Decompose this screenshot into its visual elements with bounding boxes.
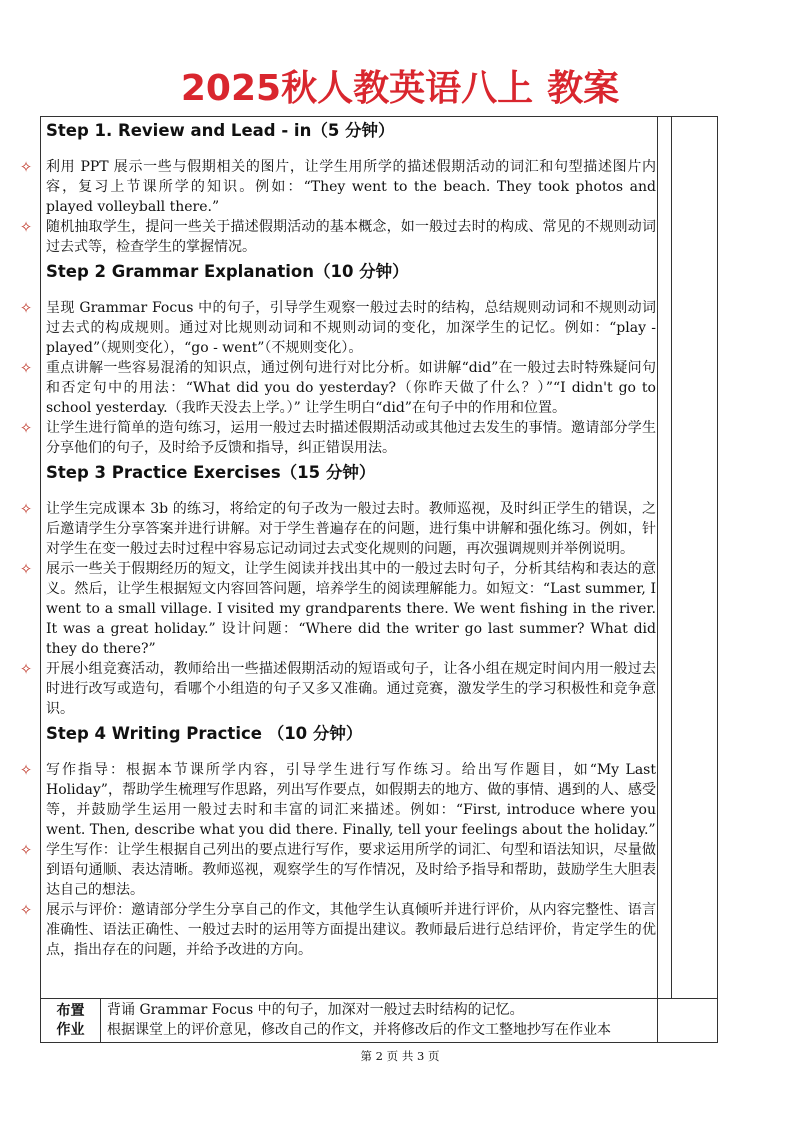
four-point-star-bullet-icon: ✧ (19, 761, 33, 779)
homework-row (41, 998, 717, 1043)
step-list (19, 760, 656, 960)
four-point-star-bullet-icon: ✧ (19, 419, 33, 437)
homework-item: 背诵 Grammar Focus 中的句子，加深对一般过去时结构的记忆。 (107, 1002, 524, 1018)
step-3-section (19, 460, 656, 719)
step-1-section (19, 118, 656, 257)
four-point-star-bullet-icon: ✧ (19, 218, 33, 236)
homework-content (107, 1000, 717, 1040)
step-item: ✧ 开展小组竞赛活动，教师给出一些描述假期活动的短语或句子，让各小组在规定时间内用一般过去时进行改写或造句，看哪个小组造的句子又多又准确。通过竞赛，激发学生的学习积极性和竞争意识。 (19, 660, 656, 717)
step-2-section (19, 259, 656, 458)
step-heading: Step 4 Writing Practice （10 分钟） (46, 724, 363, 743)
four-point-star-bullet-icon: ✧ (19, 500, 33, 518)
step-4-section (19, 721, 656, 960)
step-item: ✧ 重点讲解一些容易混淆的知识点，通过例句进行对比分析。如讲解“did”在一般过去时特殊疑问句和否定句中的用法：“What did you do yesterday?（你昨天做了什么？）”“I didn't go to school yesterday.（我昨天没去上学。）” 让学生明白“did”在句子中的作用和位置。 (19, 359, 656, 416)
step-item: ✧ 学生写作：让学生根据自己列出的要点进行写作，要求运用所学的词汇、句型和语法知识，尽量做到语句通顺、表达清晰。教师巡视，观察学生的写作情况，及时给予指导和帮助，鼓励学生大胆表达自己的想法。 (19, 841, 656, 898)
homework-item: 根据课堂上的评价意见，修改自己的作文，并将修改后的作文工整地抄写在作业本 (107, 1022, 611, 1038)
step-heading: Step 3 Practice Exercises（15 分钟） (46, 463, 376, 482)
step-item: ✧ 展示一些关于假期经历的短文，让学生阅读并找出其中的一般过去时句子，分析其结构和表达的意义。然后，让学生根据短文内容回答问题，培养学生的阅读理解能力。如短文：“Last summer, I went to a small village. I visited my grandparents there. We went fishing in the river. It was a great holiday.” 设计问题：“Where did the writer go last summer? What did they do there?” (19, 560, 656, 657)
page-footer: 第 2 页 共 3 页 (360, 1049, 440, 1063)
step-list (19, 499, 656, 719)
four-point-star-bullet-icon: ✧ (19, 359, 33, 377)
step-item: ✧ 让学生进行简单的造句练习，运用一般过去时描述假期活动或其他过去发生的事情。邀请部分学生分享他们的句子，及时给予反馈和指导，纠正错误用法。 (19, 419, 656, 456)
step-heading: Step 2 Grammar Explanation（10 分钟） (46, 262, 409, 281)
table-column-divider (657, 117, 658, 1042)
page-title (0, 68, 800, 110)
step-item: ✧ 随机抽取学生，提问一些关于描述假期活动的基本概念，如一般过去时的构成、常见的不规则动词过去式等，检查学生的掌握情况。 (19, 218, 656, 255)
homework-label: 布置 作业 (41, 999, 101, 1043)
step-item: ✧ 让学生完成课本 3b 的练习，将给定的句子改为一般过去时。教师巡视，及时纠正学生的错误，之后邀请学生分享答案并进行讲解。对于学生普遍存在的问题，进行集中讲解和强化练习。例如，针对学生在变一般过去时过程中容易忘记动词过去式变化规则的问题，再次强调规则并举例说明。 (19, 500, 656, 557)
title-year: 2025 (180, 68, 282, 109)
title-main: 秋人教英语八上 (281, 68, 534, 109)
step-list (19, 298, 656, 458)
four-point-star-bullet-icon: ✧ (19, 158, 33, 176)
step-item: ✧ 利用 PPT 展示一些与假期相关的图片，让学生用所学的描述假期活动的词汇和句型描述图片内容，复习上节课所学的知识。例如：“They went to the beach. They took photos and played volleyball there.” (19, 158, 656, 215)
four-point-star-bullet-icon: ✧ (19, 299, 33, 317)
four-point-star-bullet-icon: ✧ (19, 841, 33, 859)
table-column-divider (671, 117, 672, 998)
lesson-content (19, 118, 656, 962)
four-point-star-bullet-icon: ✧ (19, 901, 33, 919)
step-item: ✧ 呈现 Grammar Focus 中的句子，引导学生观察一般过去时的结构，总结规则动词和不规则动词过去式的构成规则。通过对比规则动词和不规则动词的变化，加深学生的记忆。例如：“play - played”（规则变化），“go - went”（不规则变化）。 (19, 299, 656, 356)
four-point-star-bullet-icon: ✧ (19, 660, 33, 678)
step-heading: Step 1. Review and Lead - in（5 分钟） (46, 121, 395, 140)
step-item: ✧ 展示与评价：邀请部分学生分享自己的作文，其他学生认真倾听并进行评价，从内容完整性、语言准确性、语法正确性、一般过去时的运用等方面提出建议。教师最后进行总结评价，肯定学生的优点，指出存在的问题，并给予改进的方向。 (19, 901, 656, 958)
four-point-star-bullet-icon: ✧ (19, 560, 33, 578)
title-suffix: 教案 (547, 68, 620, 109)
step-list (19, 157, 656, 257)
step-item: ✧ 写作指导：根据本节课所学内容，引导学生进行写作练习。给出写作题目，如“My Last Holiday”，帮助学生梳理写作思路，列出写作要点，如假期去的地方、做的事情、遇到的人、感受等，并鼓励学生运用一般过去时和丰富的词汇来描述。例如：“First, introduce where you went. Then, describe what you did there. Finally, tell your feelings about the holiday.” (19, 761, 656, 838)
